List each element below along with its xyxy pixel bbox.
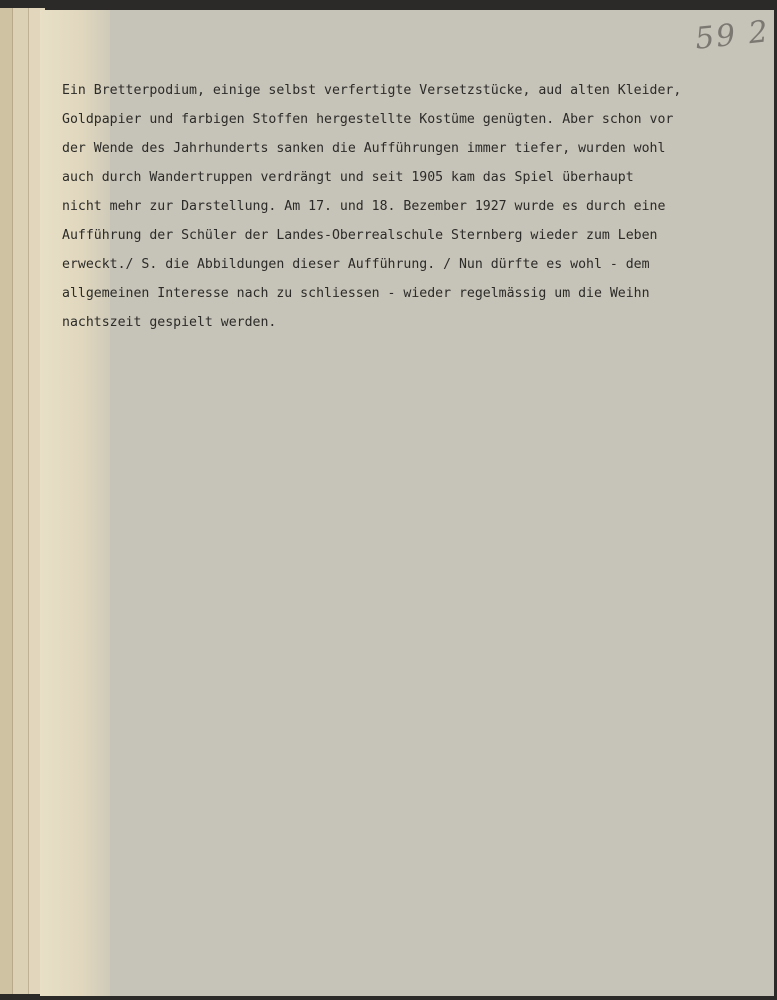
text-line: nicht mehr zur Darstellung. Am 17. und 18. Bezember 1927 wurde es durch eine [62, 199, 666, 214]
text-line: allgemeinen Interesse nach zu schliessen - wieder regelmässig um die Weihn [62, 286, 650, 301]
text-line: Goldpapier und farbigen Stoffen hergestellte Kostüme genügten. Aber schon vor [62, 112, 674, 127]
typewritten-text [62, 76, 762, 337]
text-line: Ein Bretterpodium, einige selbst verfertigte Versetzstücke, aud alten Kleider, [62, 83, 682, 98]
text-line: Aufführung der Schüler der Landes-Oberrealschule Sternberg wieder zum Leben [62, 228, 658, 243]
text-line: auch durch Wandertruppen verdrängt und seit 1905 kam das Spiel überhaupt [62, 170, 634, 185]
text-line: nachtszeit gespielt werden. [62, 315, 277, 330]
text-line: der Wende des Jahrhunderts sanken die Aufführungen immer tiefer, wurden wohl [62, 141, 666, 156]
text-line: erweckt./ S. die Abbildungen dieser Aufführung. / Nun dürfte es wohl - dem [62, 257, 650, 272]
folio-number: 59 2 [693, 14, 772, 57]
